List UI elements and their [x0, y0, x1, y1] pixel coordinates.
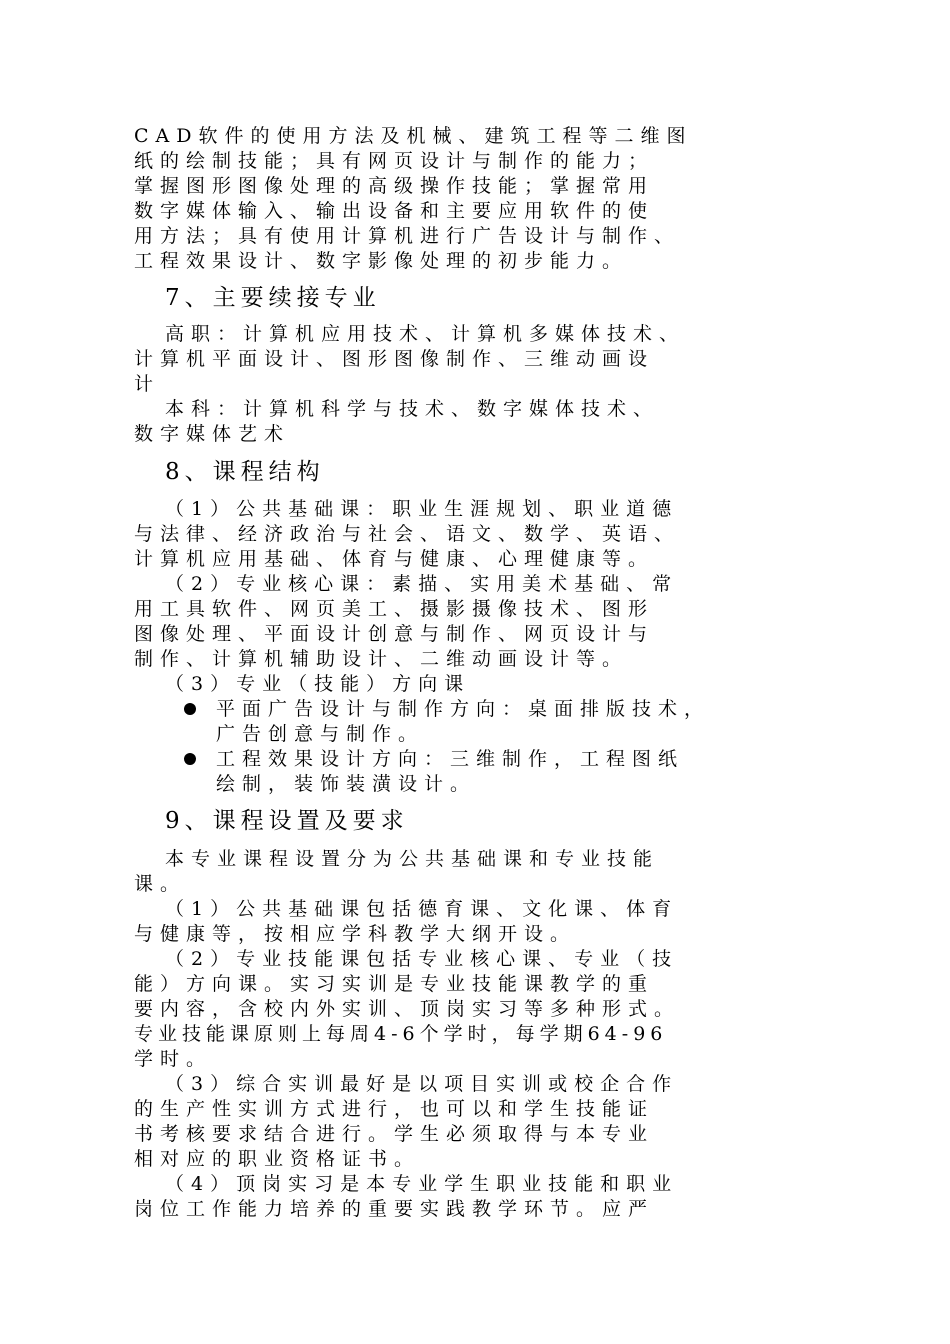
- course-item-direction: （3）专业（技能）方向课: [165, 673, 471, 695]
- text-line: （1）公共基础课：职业生涯规划、职业道德: [165, 498, 679, 520]
- text-line: 与法律、经济政治与社会、语文、数学、英语、: [134, 523, 681, 545]
- text-line: 本科：计算机科学与技术、数字媒体技术、: [165, 398, 660, 420]
- text-line: 纸的绘制技能；具有网页设计与制作的能力；: [134, 150, 655, 172]
- bullet-dot-icon: [184, 753, 196, 765]
- text-line: 工程效果设计方向：三维制作，工程图纸: [216, 748, 685, 770]
- text-line: （1）公共基础课包括德育课、文化课、体育: [165, 898, 679, 920]
- text-line: 本专业课程设置分为公共基础课和专业技能: [165, 848, 660, 870]
- text-line: （2）专业核心课：素描、实用美术基础、常: [165, 573, 679, 595]
- text-line: 掌握图形图像处理的高级操作技能；掌握常用: [134, 175, 655, 197]
- text-line: 专业技能课原则上每周4-6个学时，每学期64-96: [134, 1023, 668, 1045]
- text-line: 计算机平面设计、图形图像制作、三维动画设: [134, 348, 655, 370]
- bullet-dot-icon: [184, 703, 196, 715]
- text-line: 计算机应用基础、体育与健康、心理健康等。: [134, 548, 655, 570]
- text-line: 书考核要求结合进行。学生必须取得与本专业: [134, 1123, 655, 1145]
- text-line: 能）方向课。实习实训是专业技能课教学的重: [134, 973, 655, 995]
- text-line: （2）专业技能课包括专业核心课、专业（技: [165, 948, 679, 970]
- text-line: 数字媒体艺术: [134, 423, 291, 445]
- text-line: （3）综合实训最好是以项目实训或校企合作: [165, 1073, 679, 1095]
- text-line: CAD软件的使用方法及机械、建筑工程等二维图: [134, 125, 693, 147]
- text-line: 高职：计算机应用技术、计算机多媒体技术、: [165, 323, 686, 345]
- text-line: 用工具软件、网页美工、摄影摄像技术、图形: [134, 598, 655, 620]
- section-heading-7: 7、主要续接专业: [165, 285, 381, 311]
- section-heading-8: 8、课程结构: [165, 459, 325, 485]
- text-line: 相对应的职业资格证书。: [134, 1148, 421, 1170]
- text-line: 学时。: [134, 1048, 213, 1070]
- text-line: 绘制，装饰装潢设计。: [216, 773, 477, 795]
- text-line: 数字媒体输入、输出设备和主要应用软件的使: [134, 200, 655, 222]
- text-line: 与健康等，按相应学科教学大纲开设。: [134, 923, 577, 945]
- text-line: （4）顶岗实习是本专业学生职业技能和职业: [165, 1173, 679, 1195]
- text-line: 广告创意与制作。: [216, 723, 425, 745]
- text-line: 平面广告设计与制作方向：桌面排版技术，: [216, 698, 711, 720]
- text-line: 工程效果设计、数字影像处理的初步能力。: [134, 250, 629, 272]
- text-line: 课。: [134, 873, 187, 895]
- text-line: 制作、计算机辅助设计、二维动画设计等。: [134, 648, 629, 670]
- text-line: 用方法；具有使用计算机进行广告设计与制作、: [134, 225, 681, 247]
- text-line: 岗位工作能力培养的重要实践教学环节。应严: [134, 1198, 655, 1220]
- section-heading-9: 9、课程设置及要求: [165, 808, 409, 834]
- text-line: 计: [134, 373, 161, 395]
- text-line: 图像处理、平面设计创意与制作、网页设计与: [134, 623, 655, 645]
- text-line: 要内容，含校内外实训、顶岗实习等多种形式。: [134, 998, 681, 1020]
- text-line: 的生产性实训方式进行，也可以和学生技能证: [134, 1098, 655, 1120]
